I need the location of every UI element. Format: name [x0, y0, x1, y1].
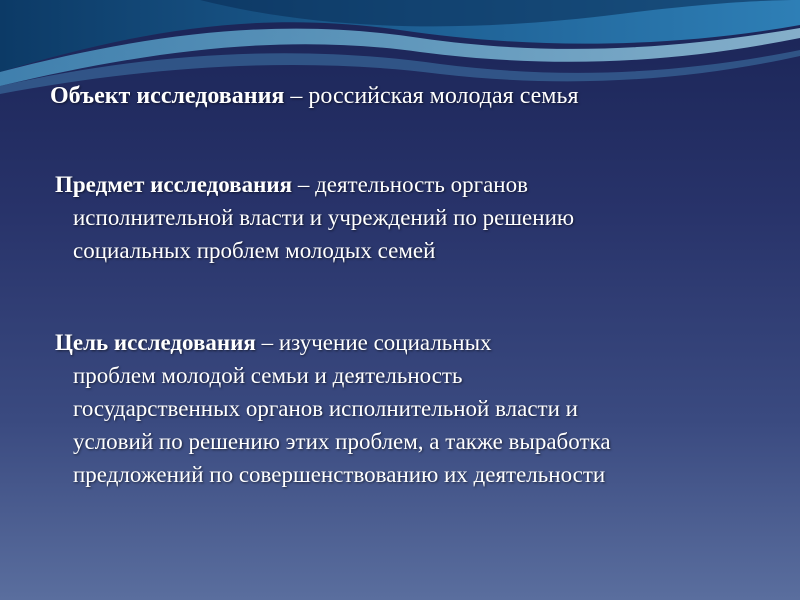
goal-text-line: условий по решению этих проблем, а также выработка [73, 429, 611, 454]
goal-of-research [55, 326, 611, 491]
object-heading: Объект исследования [50, 83, 285, 109]
goal-text-line: предложений по совершенствованию их деятельности [73, 462, 606, 487]
object-text: – российская молодая семья [284, 83, 579, 109]
goal-text-line: проблем молодой семьи и деятельность [73, 363, 463, 388]
goal-heading: Цель исследования [55, 330, 256, 355]
goal-text-first: – изучение социальных [255, 330, 492, 355]
subject-of-research [55, 168, 574, 267]
subject-text-first: – деятельность органов [292, 172, 528, 197]
subject-heading: Предмет исследования [55, 172, 293, 197]
goal-text-line: государственных органов исполнительной власти и [73, 396, 578, 421]
object-of-research [50, 80, 578, 113]
subject-text-line: социальных проблем молодых семей [73, 238, 436, 263]
subject-text-line: исполнительной власти и учреждений по решению [73, 205, 575, 230]
